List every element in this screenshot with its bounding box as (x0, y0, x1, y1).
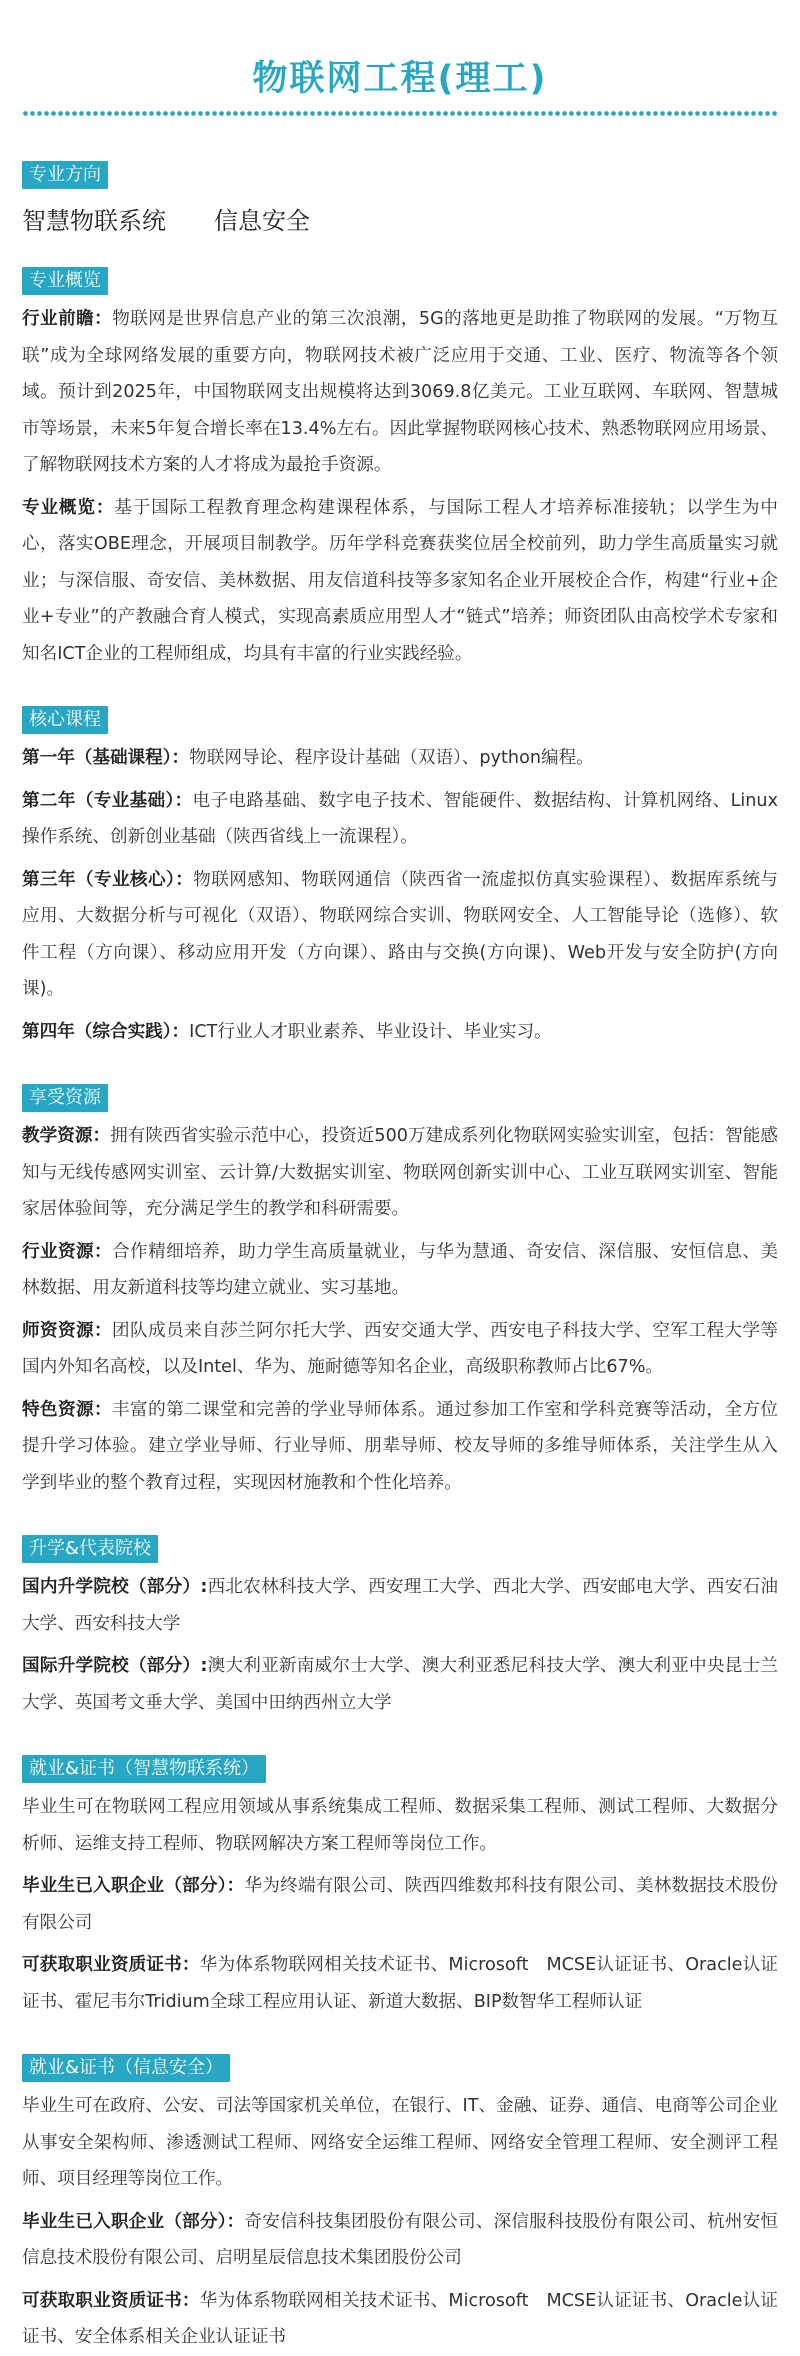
paragraph-text: 华为终端有限公司、陕西四维数邦科技有限公司、美林数据技术股份有限公司 (22, 1876, 778, 1933)
paragraph-label: 第二年（专业基础）： (22, 790, 193, 811)
paragraph (22, 1789, 778, 1862)
paragraph (22, 1648, 778, 1721)
paragraph-label: 可获取职业资质证书： (22, 1955, 200, 1975)
section-tag: 就业&证书（智慧物联系统） (22, 1755, 266, 1783)
paragraph-label: 毕业生已入职企业（部分）： (22, 1876, 245, 1896)
paragraph-text: 丰富的第二课堂和完善的学业导师体系。通过参加工作室和学科竞赛等活动，全方位提升学习体验。建立学业导师、行业导师、朋辈导师、校友导师的多维导师体系，关注学生从入学到毕业的整个教育过程，实现因材施教和个性化培养。 (22, 1399, 778, 1493)
section-courses (22, 706, 778, 1050)
paragraph (22, 1234, 778, 1307)
paragraph (22, 490, 778, 673)
paragraph (22, 740, 778, 777)
paragraph-list (22, 1118, 778, 1501)
paragraph-label: 第四年（综合实践）： (22, 1021, 190, 1042)
paragraph-label: 师资资源： (22, 1320, 113, 1341)
paragraph (22, 301, 778, 484)
paragraph-label: 教学资源： (22, 1126, 111, 1146)
paragraph (22, 862, 778, 1008)
paragraph (22, 1313, 778, 1386)
paragraph-label: 行业前瞻： (22, 309, 113, 329)
paragraph-text: 澳大利亚新南威尔士大学、澳大利亚悉尼科技大学、澳大利亚中央昆士兰大学、英国考文垂大学、美国中田纳西州立大学 (22, 1656, 778, 1713)
paragraph-text: 毕业生可在物联网工程应用领域从事系统集成工程师、数据采集工程师、测试工程师、大数据分析师、运维支持工程师、物联网解决方案工程师等岗位工作。 (22, 1797, 778, 1854)
paragraph-label: 毕业生已入职企业（部分）： (22, 2211, 245, 2232)
paragraph-text: 西北农林科技大学、西安理工大学、西北大学、西安邮电大学、西安石油大学、西安科技大学 (22, 1577, 778, 1634)
paragraph-text: 毕业生可在政府、公安、司法等国家机关单位，在银行、IT、金融、证券、通信、电商等公司企业从事安全架构师、渗透测试工程师、网络安全运维工程师、网络安全管理工程师、安全测评工程师、项目经理等岗位工作。 (22, 2096, 778, 2189)
paragraph-text: 物联网导论、程序设计基础（双语）、python编程。 (189, 748, 594, 768)
paragraph-text: 奇安信科技集团股份有限公司、深信服科技股份有限公司、杭州安恒信息技术股份有限公司、启明星辰信息技术集团股份公司 (22, 2211, 778, 2268)
paragraph (22, 1868, 778, 1941)
paragraph-text: 物联网是世界信息产业的第三次浪潮，5G的落地更是助推了物联网的发展。“万物互联”成为全球网络发展的重要方向，物联网技术被广泛应用于交通、工业、医疗、物流等各个领域。预计到2025年，中国物联网支出规模将达到3069.8亿美元。工业互联网、车联网、智慧城市等场景，未来5年复合增长率在13.4%左右。因此掌握物联网核心技术、熟悉物联网应用场景、了解物联网技术方案的人才将成为最抢手资源。 (22, 309, 778, 475)
section-tag: 专业概览 (22, 267, 108, 295)
paragraph (22, 783, 778, 856)
paragraph-label: 第三年（专业核心）： (22, 869, 194, 890)
paragraph-text: 电子电路基础、数字电子技术、智能硬件、数据结构、计算机网络、Linux操作系统、创新创业基础（陕西省线上一流课程）。 (22, 790, 778, 847)
paragraph-text: 合作精细培养，助力学生高质量就业，与华为慧通、奇安信、深信服、安恒信息、美林数据、用友新道科技等均建立就业、实习基地。 (22, 1241, 778, 1298)
section-direction (22, 161, 778, 247)
section-career-iot (22, 1755, 778, 2020)
page-title: 物联网工程(理工) (252, 59, 548, 99)
section-career-security (22, 2054, 778, 2356)
direction-item: 智慧物联系统 (22, 207, 166, 235)
paragraph-text: ICT行业人才职业素养、毕业设计、毕业实习。 (189, 1021, 552, 1042)
paragraph-list (22, 740, 778, 1050)
paragraph-list (22, 1789, 778, 2020)
section-overview (22, 267, 778, 672)
paragraph-label: 第一年（基础课程）： (22, 748, 190, 768)
section-tag: 享受资源 (22, 1084, 108, 1112)
direction-list (22, 195, 778, 247)
paragraph-text: 团队成员来自莎兰阿尔托大学、西安交通大学、西安电子科技大学、空军工程大学等国内外知名高校，以及Intel、华为、施耐德等知名企业，高级职称教师占比67%。 (22, 1320, 778, 1377)
paragraph-text: 华为体系物联网相关技术证书、Microsoft MCSE认证证书、Oracle认证证书、安全体系相关企业认证证书 (22, 2290, 778, 2347)
section-resources (22, 1084, 778, 1501)
paragraph-label: 专业概览： (22, 497, 115, 518)
paragraph (22, 1569, 778, 1642)
paragraph-label: 行业资源： (22, 1241, 113, 1262)
paragraph-label: 特色资源： (22, 1399, 113, 1420)
paragraph (22, 1947, 778, 2020)
paragraph-text: 基于国际工程教育理念构建课程体系，与国际工程人才培养标准接轨；以学生为中心，落实OBE理念，开展项目制教学。历年学科竞赛获奖位居全校前列，助力学生高质量实习就业；与深信服、奇安信、美林数据、用友信道科技等多家知名企业开展校企合作，构建“行业+企业+专业”的产教融合育人模式，实现高素质应用型人才“链式”培养；师资团队由高校学术专家和知名ICT企业的工程师组成，均具有丰富的行业实践经验。 (22, 497, 778, 664)
paragraph-label: 可获取职业资质证书： (22, 2290, 200, 2311)
paragraph (22, 1118, 778, 1228)
dotted-divider (22, 109, 778, 118)
direction-item: 信息安全 (214, 207, 310, 235)
paragraph-text: 物联网感知、物联网通信（陕西省一流虚拟仿真实验课程）、数据库系统与应用、大数据分析与可视化（双语）、物联网综合实训、物联网安全、人工智能导论（选修）、软件工程（方向课）、移动应用开发（方向课）、路由与交换(方向课)、Web开发与安全防护(方向课)。 (22, 869, 778, 999)
paragraph-label: 国内升学院校（部分）: (22, 1577, 208, 1597)
paragraph (22, 2204, 778, 2277)
section-tag: 专业方向 (22, 161, 108, 189)
paragraph-text: 拥有陕西省实验示范中心，投资近500万建成系列化物联网实验实训室，包括：智能感知与无线传感网实训室、云计算/大数据实训室、物联网创新实训中心、工业互联网实训室、智能家居体验间等，充分满足学生的教学和科研需要。 (22, 1126, 778, 1219)
paragraph (22, 2088, 778, 2198)
paragraph-label: 国际升学院校（部分）: (22, 1656, 208, 1676)
paragraph (22, 1014, 778, 1051)
section-tag: 升学&代表院校 (22, 1535, 158, 1563)
paragraph-list (22, 301, 778, 672)
paragraph (22, 1392, 778, 1502)
paragraph-text: 华为体系物联网相关技术证书、Microsoft MCSE认证证书、Oracle认证证书、霍尼韦尔Tridium全球工程应用认证、新道大数据、BIP数智华工程师认证 (22, 1955, 778, 2012)
section-tag: 就业&证书（信息安全） (22, 2054, 230, 2082)
section-tag: 核心课程 (22, 706, 108, 734)
section-study (22, 1535, 778, 1721)
paragraph (22, 2283, 778, 2356)
paragraph-list (22, 2088, 778, 2356)
paragraph-list (22, 1569, 778, 1721)
